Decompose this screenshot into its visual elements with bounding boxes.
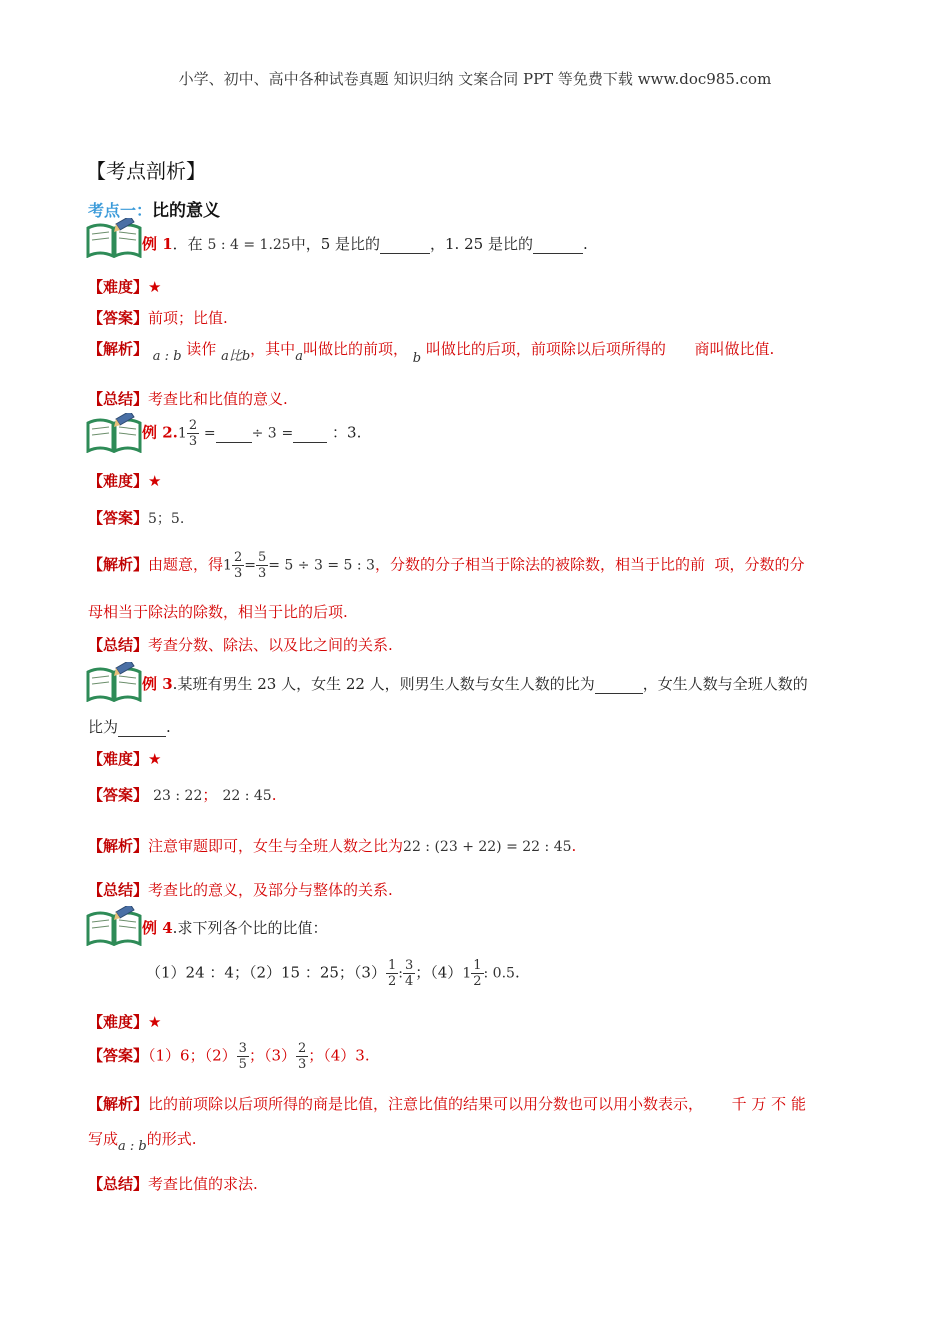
ex4-an-t4: 的形式. <box>146 1130 197 1148</box>
ex2-an-eq: = <box>244 557 256 574</box>
book-pencil-icon <box>86 662 142 702</box>
ex3-blank-1[interactable] <box>595 675 643 694</box>
ex4-p3-n1: 1 <box>387 958 397 973</box>
ex3-analysis <box>88 835 576 856</box>
ex4-p3-frac2 <box>403 958 415 989</box>
ex4-answer <box>88 1041 370 1072</box>
ex3-number: 例 3 <box>142 675 173 693</box>
ex1-an-t1: 读作 <box>186 340 217 358</box>
ex2-analysis <box>88 550 805 581</box>
ex4-p3-frac1 <box>386 958 398 989</box>
ex3-summary <box>88 879 393 900</box>
ex2-difficulty <box>88 470 161 491</box>
ex4-summary <box>88 1173 258 1194</box>
ex1-difficulty <box>88 276 161 297</box>
ex3-question <box>142 673 808 694</box>
ex4-ans2: ；（3） <box>248 1046 296 1065</box>
ex4-ans3: ；（4）3. <box>308 1046 370 1065</box>
ex4-p3-d2: 4 <box>404 974 414 989</box>
ex1-analysis <box>88 338 775 366</box>
ex2-q-end: 3. <box>347 423 362 442</box>
book-pencil-icon <box>86 218 142 258</box>
ex4-p4-rest: : 0.5 <box>483 965 515 982</box>
ex1-an-t3: 叫做比的前项， <box>302 340 408 358</box>
ex2-q-whole: 1 <box>177 425 187 442</box>
ex4-p4-n: 1 <box>473 958 482 973</box>
ex1-q-end: . <box>582 235 588 253</box>
ex2-an-t4: 母相当于除法的除数，相当于比的后项. <box>88 603 348 621</box>
answer-label: 【答案】 <box>88 1046 149 1065</box>
ex1-an-expr2: a比b <box>221 349 251 364</box>
summary-label: 【总结】 <box>88 881 149 899</box>
ex2-answer-text: 5；5. <box>148 511 185 527</box>
page-header: 小学、初中、高中各种试卷真题 知识归纳 文案合同 PPT 等免费下载 www.doc985.com <box>178 70 772 88</box>
ex3-answer-sep: ； <box>202 786 218 804</box>
ex4-difficulty <box>88 1011 161 1032</box>
ex1-an-a: a <box>295 349 303 364</box>
ex4-p3-colon: : <box>398 965 403 982</box>
summary-label: 【总结】 <box>88 1175 149 1193</box>
ex3-difficulty <box>88 748 161 769</box>
ex3-summary-text: 考查比的意义，及部分与整体的关系. <box>148 881 393 899</box>
answer-label: 【答案】 <box>88 509 149 527</box>
difficulty-label: 【难度】 <box>88 1013 149 1031</box>
ex4-analysis <box>88 1093 806 1114</box>
ex1-summary-text: 考查比和比值的意义. <box>148 390 288 408</box>
ex2-an-t3: 项，分数的分 <box>714 555 805 574</box>
ex2-q-div: ÷ 3 <box>251 425 277 442</box>
ex4-ans-d2: 3 <box>297 1057 307 1072</box>
ex2-an-frac2 <box>256 550 268 581</box>
ex4-ans-n2: 2 <box>297 1041 307 1056</box>
ex4-p4-whole: 1 <box>462 965 472 982</box>
ex4-ans-d1: 5 <box>238 1057 247 1072</box>
ex3-q-end: . <box>166 718 171 736</box>
ex3-q-mid: ，女生人数与全班人数的 <box>642 675 808 693</box>
ex3-q-text: .某班有男生 23 人，女生 22 人，则男生人数与女生人数的比为 <box>172 675 595 693</box>
ex2-blank-2[interactable] <box>293 424 327 443</box>
book-pencil-icon <box>86 413 142 453</box>
ex3-an-t1: 注意审题即可，女生与全班人数之比为 <box>148 837 404 855</box>
ex1-answer-text: 前项；比值. <box>148 309 228 327</box>
ex2-number: 例 2 <box>142 423 173 442</box>
ex4-question <box>142 917 327 938</box>
ex4-an-t2: 千 万 不 能 <box>731 1095 806 1113</box>
section-title: 【考点剖析】 <box>86 159 206 183</box>
ex3-answer <box>88 784 277 805</box>
ex1-an-t5: 商叫做比值. <box>694 340 775 358</box>
analysis-label: 【解析】 <box>88 1095 149 1113</box>
ex3-answer-expr2: 22 : 45 <box>222 788 272 804</box>
ex1-blank-1[interactable] <box>380 235 430 254</box>
star-icon: ★ <box>148 278 162 296</box>
star-icon: ★ <box>148 1013 162 1031</box>
difficulty-label: 【难度】 <box>88 278 149 296</box>
ex1-answer <box>88 307 228 328</box>
ex1-an-b: b <box>412 351 422 366</box>
ex1-q-pre: ．在 <box>172 235 203 253</box>
ex4-problems <box>146 958 520 989</box>
ex1-an-expr1: a : b <box>152 349 182 364</box>
kaodian-label: 考点一： <box>88 201 153 220</box>
summary-label: 【总结】 <box>88 636 149 654</box>
book-pencil-icon <box>86 906 142 946</box>
ex1-q-expr: 5 : 4 = 1.25 <box>207 237 291 253</box>
ex4-p4-d: 2 <box>473 974 482 989</box>
ex2-question: 例 2.1 $\frac{2}{3}$ = ÷ 3 = ：3. <box>142 418 362 449</box>
ex1-q-mid: 中，5 是比的 <box>290 235 381 253</box>
ex4-ans-n1: 3 <box>238 1041 247 1056</box>
ex4-p3-d1: 2 <box>387 974 397 989</box>
ex4-an-t1: 比的前项除以后项所得的商是比值，注意比值的结果可以用分数也可以用小数表示， <box>148 1095 704 1113</box>
difficulty-label: 【难度】 <box>88 472 149 490</box>
ex3-an-end: . <box>571 837 577 855</box>
difficulty-label: 【难度】 <box>88 750 149 768</box>
ex2-q-num: 2 <box>188 418 198 433</box>
ex2-blank-1[interactable] <box>216 424 252 443</box>
ex4-ans-frac1 <box>237 1041 249 1072</box>
ex3-answer-expr1: 23 : 22 <box>153 788 203 804</box>
answer-label: 【答案】 <box>88 786 149 804</box>
kaodian-title: 比的意义 <box>152 201 221 221</box>
summary-label: 【总结】 <box>88 390 149 408</box>
ex1-an-t4: 叫做比的后项，前项除以后项所得的 <box>425 340 666 358</box>
ex2-an-frac1 <box>232 550 244 581</box>
ex1-question <box>142 233 588 254</box>
ex4-ans1: （1）6；（2） <box>148 1046 237 1065</box>
ex2-q-den: 3 <box>188 434 198 449</box>
ex4-p1: （1）24 ：4；（2）15 ：25；（3） <box>146 963 386 982</box>
ex4-p4-frac <box>471 958 483 989</box>
ex4-number: 例 4 <box>142 919 173 937</box>
star-icon: ★ <box>148 750 162 768</box>
ex2-q-eq: = <box>203 425 216 442</box>
ex2-summary-text: 考查分数、除法、以及比之间的关系. <box>148 636 393 654</box>
ex4-q-text: .求下列各个比的比值： <box>172 919 328 937</box>
ex2-an-n2: 5 <box>257 550 267 565</box>
ex2-an-d2: 3 <box>257 566 267 581</box>
ex4-p3-n2: 3 <box>404 958 414 973</box>
ex4-analysis-line2 <box>88 1128 197 1154</box>
ex1-q-mid2: ，1. 25 是比的 <box>430 235 533 253</box>
ex2-q-fraction <box>187 418 199 449</box>
ex3-q-line2: 比为 <box>88 718 119 736</box>
ex2-summary <box>88 634 393 655</box>
ex4-an-expr: a : b <box>118 1139 147 1154</box>
ex2-q-eq2: = <box>281 425 294 442</box>
analysis-label: 【解析】 <box>88 555 149 574</box>
ex2-an-t2: ，分数的分子相当于除法的被除数，相当于比的前 <box>374 555 705 574</box>
answer-label: 【答案】 <box>88 309 149 327</box>
ex4-p-sep: ；（4） <box>415 963 463 982</box>
ex1-an-t2: ，其中 <box>250 340 296 358</box>
ex3-an-expr: 22 : (23 + 22) = 22 : 45 <box>403 839 572 855</box>
ex3-answer-end: . <box>271 786 277 804</box>
analysis-label: 【解析】 <box>88 340 149 358</box>
analysis-label: 【解析】 <box>88 837 149 855</box>
ex4-ans-frac2 <box>296 1041 308 1072</box>
ex4-an-t3: 写成 <box>88 1130 119 1148</box>
ex1-number: 例 1 <box>142 235 173 253</box>
ex2-an-whole: 1 <box>223 557 232 574</box>
ex2-an-n1: 2 <box>233 550 243 565</box>
ex2-q-colon: ： <box>332 423 348 442</box>
ex2-an-expr: = 5 ÷ 3 = 5 : 3 <box>268 557 375 574</box>
ex1-summary <box>88 388 288 409</box>
ex4-p-end: . <box>514 963 520 982</box>
ex3-blank-2[interactable] <box>118 718 166 737</box>
ex4-summary-text: 考查比值的求法. <box>148 1175 258 1193</box>
star-icon: ★ <box>148 472 162 490</box>
ex1-blank-2[interactable] <box>533 235 583 254</box>
ex2-an-d1: 3 <box>233 566 243 581</box>
ex3-question-line2 <box>88 716 171 737</box>
ex2-an-t1: 由题意，得 <box>148 555 224 574</box>
ex2-answer <box>88 507 184 528</box>
